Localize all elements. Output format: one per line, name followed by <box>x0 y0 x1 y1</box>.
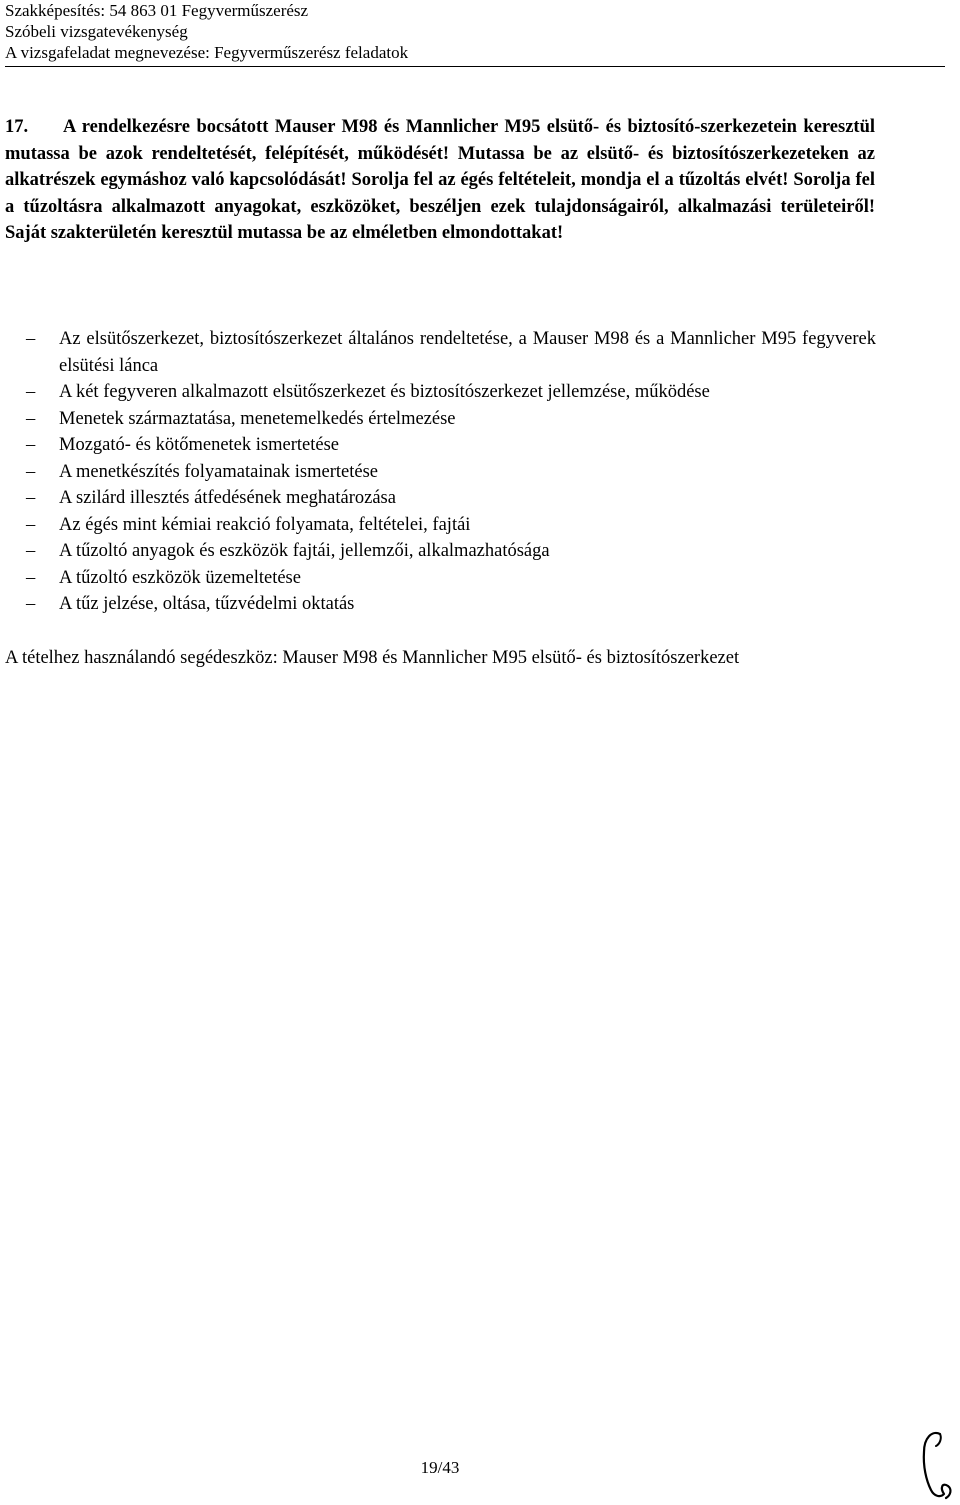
list-item: – A tűzoltó anyagok és eszközök fajtái, jellemzői, alkalmazhatósága <box>26 538 876 565</box>
document-header <box>5 0 945 67</box>
task-text: A rendelkezésre bocsátott Mauser M98 és Mannlicher M95 elsütő- és biztosító-szerkezetein keresztül mutassa be azok rendeltetését, felépítését, működését! Mutassa be az elsütő- és biztosítószerkezeteken az alkatrészek egymáshoz való kapcsolódását! Sorolja fel az égés feltételeit, mondja el a tűzoltás elvét! Sorolja fel a tűzoltásra alkalmazott anyagokat, eszközöket, beszéljen ezek tulajdonságairól, alkalmazási területeiről! Saját szakterületén keresztül mutassa be az elméletben elmondottakat! <box>5 117 875 243</box>
dash-bullet: – <box>26 461 36 482</box>
page-number: 19/43 <box>420 1458 460 1477</box>
dash-bullet: – <box>26 567 36 588</box>
list-item: – Az elsütőszerkezet, biztosítószerkezet általános rendeltetése, a Mauser M98 és a Mannlicher M95 fegyverek elsütési lánca <box>26 326 876 379</box>
header-exam-activity: Szóbeli vizsgatevékenység <box>5 22 188 41</box>
list-item: – A szilárd illesztés átfedésének meghatározása <box>26 485 876 512</box>
dash-bullet: – <box>26 408 36 429</box>
list-item: – Mozgató- és kötőmenetek ismertetése <box>26 432 876 459</box>
required-tool: A tételhez használandó segédeszköz: Mauser M98 és Mannlicher M95 elsütő- és biztosítószerkezet <box>5 648 740 668</box>
list-item: – A két fegyveren alkalmazott elsütőszerkezet és biztosítószerkezet jellemzése, működése <box>26 379 876 406</box>
header-task-name: A vizsgafeladat megnevezése: Fegyverműszerész feladatok <box>5 43 409 62</box>
dash-bullet: – <box>26 382 36 402</box>
list-item: – Az égés mint kémiai reakció folyamata, feltételei, fajtái <box>26 512 876 539</box>
topic-list <box>26 326 876 618</box>
signature-icon <box>918 1428 956 1500</box>
list-item: – Menetek származtatása, menetemelkedés értelmezése <box>26 406 876 433</box>
dash-bullet: – <box>26 329 36 349</box>
task-number: 17. <box>5 117 29 137</box>
dash-bullet: – <box>26 594 36 614</box>
dash-bullet: – <box>26 541 36 561</box>
task-description <box>5 114 875 247</box>
dash-bullet: – <box>26 514 36 535</box>
handwritten-signature <box>918 1428 956 1505</box>
header-qualification: Szakképesítés: 54 863 01 Fegyverműszerész <box>5 1 309 20</box>
list-item: – A tűz jelzése, oltása, tűzvédelmi oktatás <box>26 591 876 618</box>
list-item: – A tűzoltó eszközök üzemeltetése <box>26 565 876 592</box>
dash-bullet: – <box>26 488 36 508</box>
dash-bullet: – <box>26 435 36 455</box>
list-item: – A menetkészítés folyamatainak ismertetése <box>26 459 876 486</box>
